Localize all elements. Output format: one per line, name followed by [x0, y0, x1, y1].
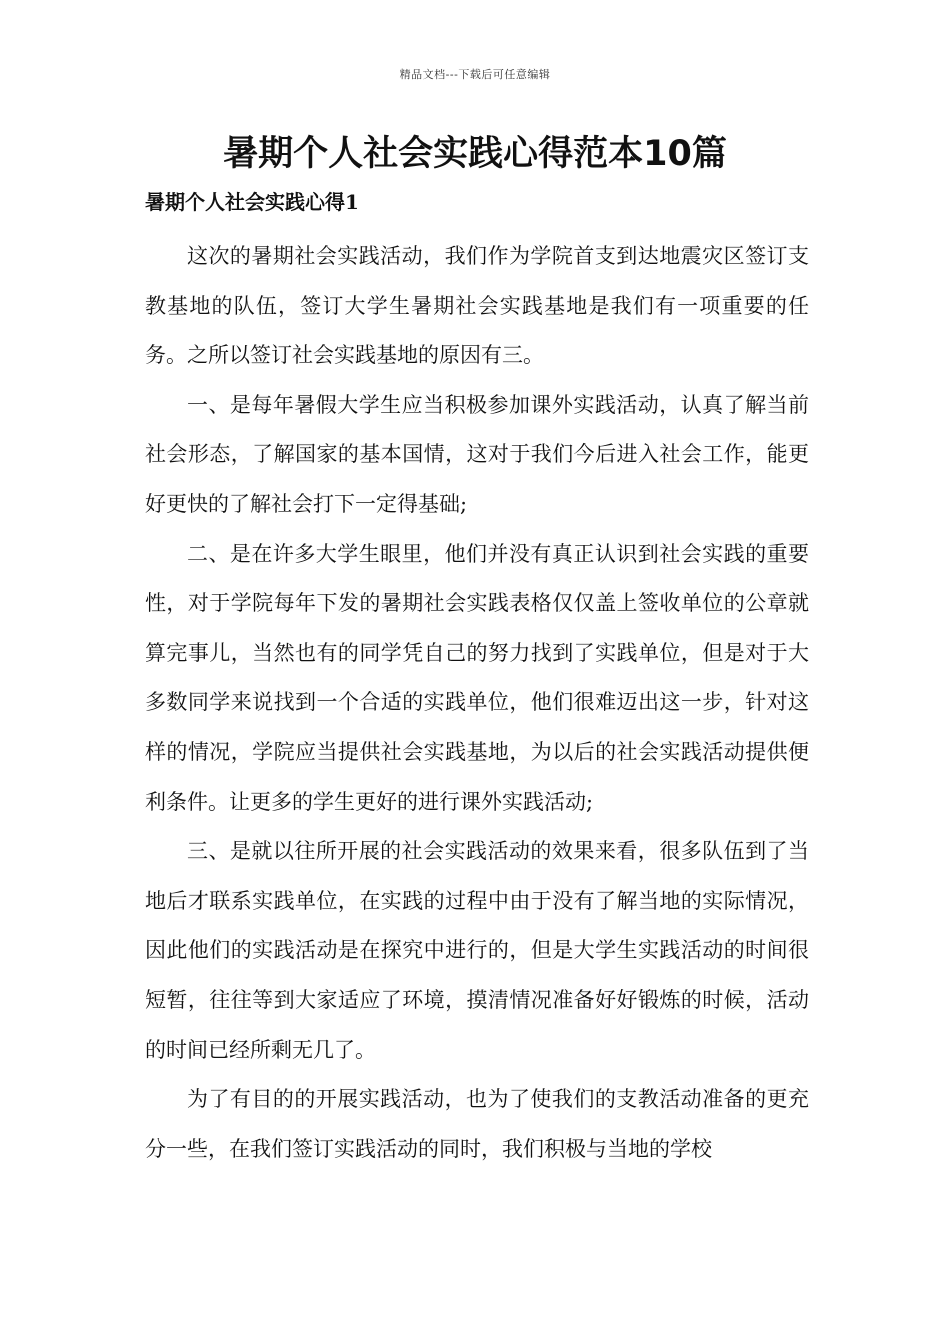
paragraph: 这次的暑期社会实践活动，我们作为学院首支到达地震灾区签订支教基地的队伍，签订大学生暑期社会实践基地是我们有一项重要的任务。之所以签订社会实践基地的原因有三。: [145, 244, 809, 368]
document-body: [145, 232, 809, 1174]
document-title: 暑期个人社会实践心得范本10篇: [223, 134, 727, 174]
paragraph: 二、是在许多大学生眼里，他们并没有真正认识到社会实践的重要性，对于学院每年下发的暑期社会实践表格仅仅盖上签收单位的公章就算完事儿，当然也有的同学凭自己的努力找到了实践单位，但是对于大多数同学来说找到一个合适的实践单位，他们很难迈出这一步，针对这样的情况，学院应当提供社会实践基地，为以后的社会实践活动提供便利条件。让更多的学生更好的进行课外实践活动;: [145, 541, 809, 814]
paragraph: 一、是每年暑假大学生应当积极参加课外实践活动，认真了解当前社会形态，了解国家的基本国情，这对于我们今后进入社会工作，能更好更快的了解社会打下一定得基础;: [145, 392, 809, 516]
paragraph: 三、是就以往所开展的社会实践活动的效果来看，很多队伍到了当地后才联系实践单位，在实践的过程中由于没有了解当地的实际情况，因此他们的实践活动是在探究中进行的，但是大学生实践活动的时间很短暂，往往等到大家适应了环境，摸清情况准备好好锻炼的时候，活动的时间已经所剩无几了。: [145, 839, 809, 1062]
paragraph: 为了有目的的开展实践活动，也为了使我们的支教活动准备的更充分一些，在我们签订实践活动的同时，我们积极与当地的学校: [145, 1087, 809, 1161]
header-note: 精品文档---下载后可任意编辑: [399, 68, 551, 81]
section-title: 暑期个人社会实践心得1: [145, 190, 359, 214]
